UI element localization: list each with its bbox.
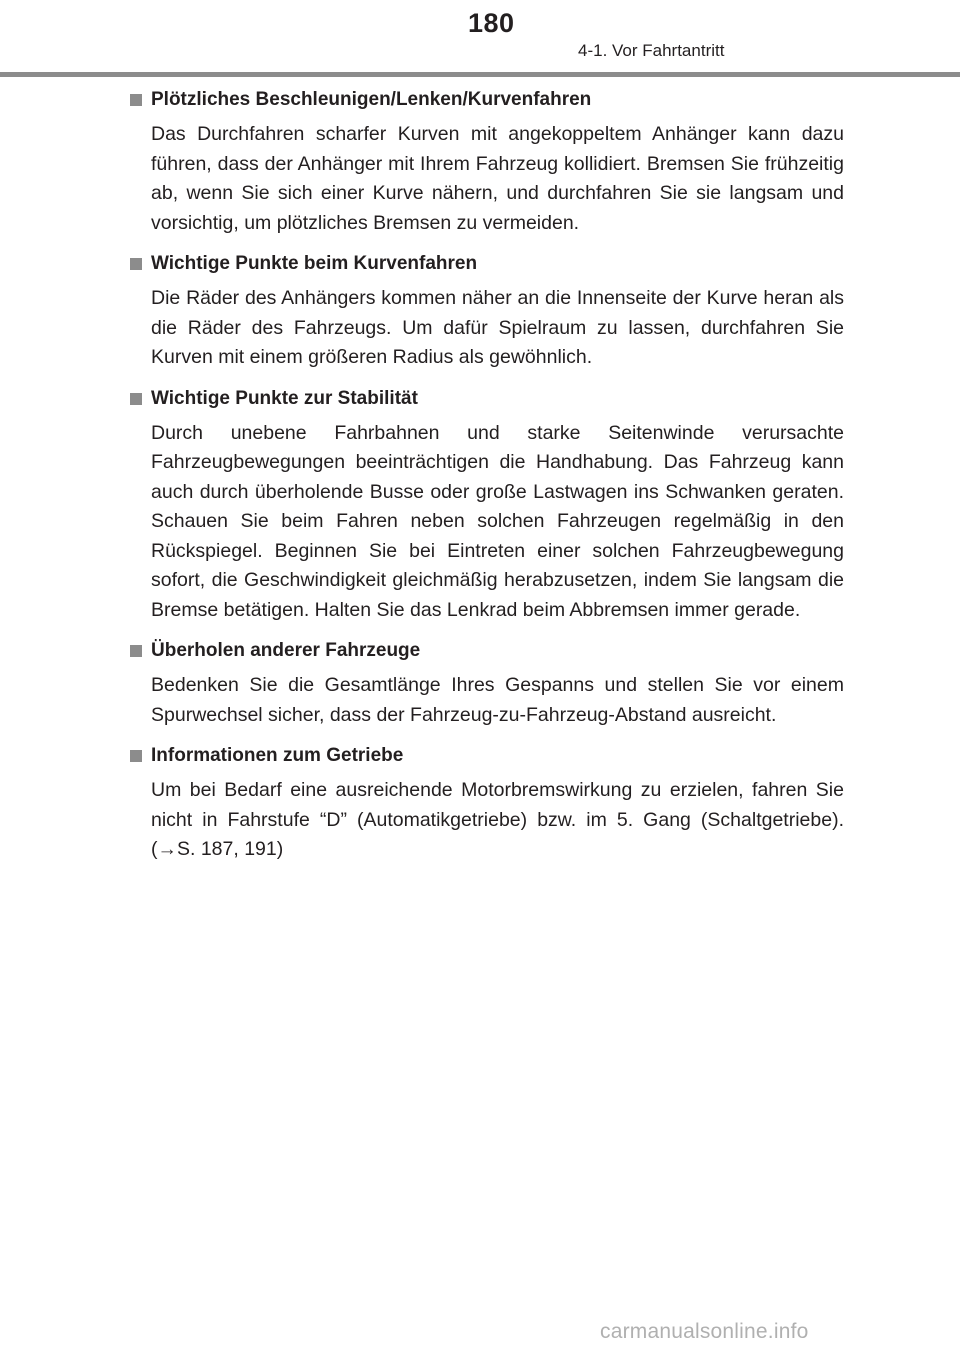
section-heading-text: Plötzliches Beschleunigen/Lenken/Kurvenfahren — [151, 89, 592, 110]
section-heading-text: Wichtige Punkte beim Kurvenfahren — [151, 253, 478, 274]
section-heading-text: Wichtige Punkte zur Stabilität — [151, 387, 418, 409]
chapter-title: 4-1. Vor Fahrtantritt — [578, 41, 725, 60]
square-bullet-icon — [130, 393, 142, 405]
section-heading — [126, 740, 844, 772]
page-header — [0, 0, 960, 80]
section-sudden-maneuvers — [126, 84, 844, 238]
section-body: Die Räder des Anhängers kommen näher an die Innenseite der Kurve heran als die Räder des Fahrzeugs. Um dafür Spielraum zu lassen, durchfahren Sie Kurven mit einem größeren Radius als gewöhnlich. — [151, 287, 844, 368]
page-number: 180 — [468, 8, 515, 38]
square-bullet-icon — [130, 750, 142, 762]
section-heading — [126, 383, 844, 415]
section-heading-text: Informationen zum Getriebe — [151, 745, 404, 766]
square-bullet-icon — [130, 94, 142, 106]
section-heading — [126, 248, 844, 280]
section-heading — [126, 84, 844, 116]
section-heading — [126, 635, 844, 667]
section-body: Durch unebene Fahrbahnen und starke Seitenwinde verursachte Fahrzeugbewegungen beeinträchtigen die Handhabung. Das Fahrzeug kann auch durch überholende Busse oder große Lastwagen ins Schwanken geraten. Schauen Sie beim Fahren neben solchen Fahrzeugen regelmäßig in den Rückspiegel. Beginnen Sie bei Eintreten einer solchen Fahrzeugbewegung sofort, die Geschwindigkeit gleichmäßig herabzusetzen, indem Sie langsam die Bremse betätigen. Halten Sie das Lenkrad beim Abbremsen immer gerade. — [151, 421, 844, 621]
header-rule — [0, 72, 960, 77]
section-transmission — [126, 740, 844, 865]
page-content — [126, 84, 844, 875]
square-bullet-icon — [130, 645, 142, 657]
section-overtaking — [126, 635, 844, 730]
square-bullet-icon — [130, 258, 142, 270]
watermark-text: carmanualsonline.info — [600, 1320, 809, 1343]
section-body: Um bei Bedarf eine ausreichende Motorbremswirkung zu erzielen, fahren Sie nicht in Fahrstufe “D” (Automatikgetriebe) bzw. im 5. Gang (Schaltgetriebe). (→S. 187, 191) — [151, 779, 844, 860]
section-cornering — [126, 248, 844, 373]
section-heading-text: Überholen anderer Fahrzeuge — [151, 640, 421, 661]
section-body: Das Durchfahren scharfer Kurven mit angekoppeltem Anhänger kann dazu führen, dass der Anhänger mit Ihrem Fahrzeug kollidiert. Bremsen Sie frühzeitig ab, wenn Sie sich einer Kurve nähern, und durchfahren Sie sie langsam und vorsichtig, um plötzliches Bremsen zu vermeiden. — [151, 123, 844, 234]
section-stability — [126, 383, 844, 626]
section-body: Bedenken Sie die Gesamtlänge Ihres Gespanns und stellen Sie vor einem Spurwechsel sicher, dass der Fahrzeug-zu-Fahrzeug-Abstand ausreicht. — [151, 674, 844, 726]
